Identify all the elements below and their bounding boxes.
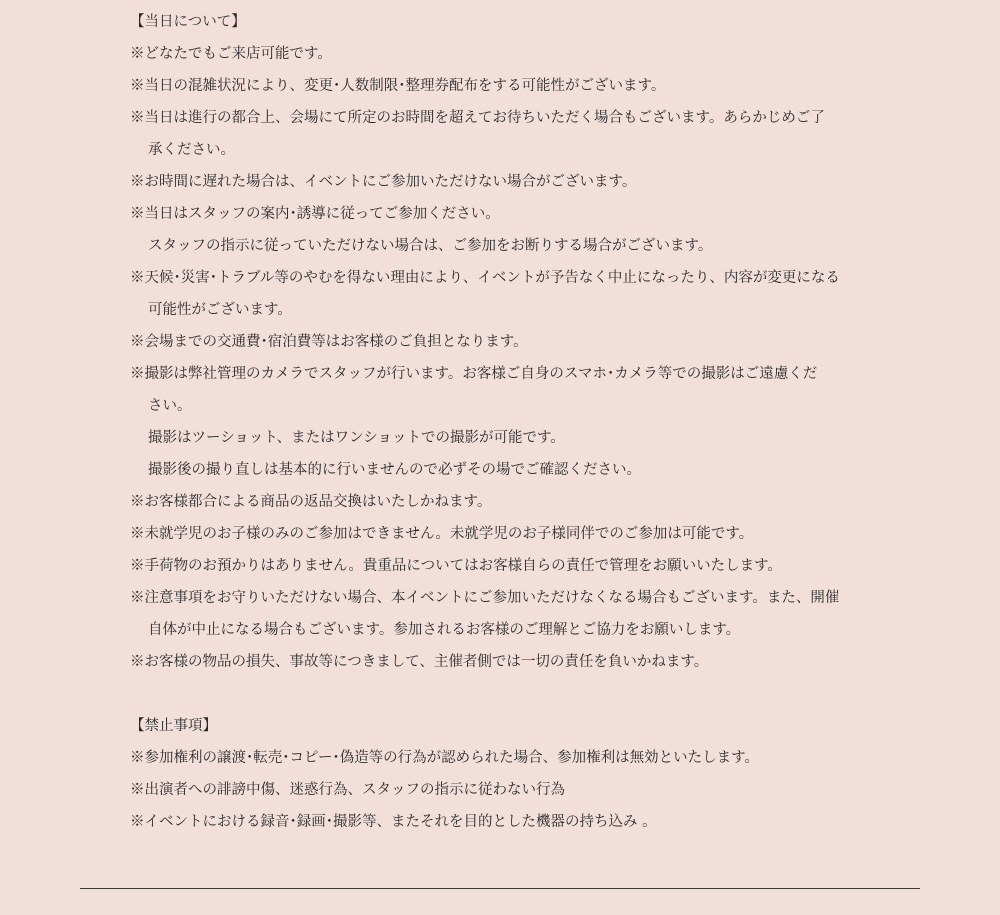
day-of-heading: 【当日について】 (130, 14, 246, 30)
notice-item: ※未就学児のお子様のみのご参加はできません。未就学児のお子様同伴でのご参加は可能です。 (130, 526, 754, 542)
day-of-section (130, 6, 880, 678)
prohibited-section (130, 710, 880, 838)
notice-item: ※お客様都合による商品の返品交換はいたしかねます。 (130, 494, 492, 510)
notice-line-continuation: さい。 (148, 398, 192, 414)
notice-item: ※会場までの交通費･宿泊費等はお客様のご負担となります。 (130, 334, 528, 350)
notice-line-continuation: スタッフの指示に従っていただけない場合は、ご参加をお断りする場合がございます。 (148, 238, 713, 254)
prohibited-list (130, 742, 880, 838)
notice-line-continuation: 承ください。 (148, 142, 235, 158)
notice-content (130, 6, 880, 838)
notice-item: ※イベントにおける録音･録画･撮影等、またそれを目的とした機器の持ち込み 。 (130, 814, 657, 830)
notice-item: ※撮影は弊社管理のカメラでスタッフが行います。お客様ご自身のスマホ･カメラ等での撮影はご遠慮くだ (130, 366, 818, 382)
notice-item: ※当日は進行の都合上、会場にて所定のお時間を超えてお待ちいただく場合もございます。あらかじめご了 (130, 110, 825, 126)
notice-item: ※どなたでもご来店可能です。 (130, 46, 332, 62)
day-of-list (130, 38, 880, 678)
section-spacer (130, 678, 880, 710)
notice-item: ※天候･災害･トラブル等のやむを得ない理由により、イベントが予告なく中止になったり、内容が変更になる (130, 270, 840, 286)
notice-item: ※手荷物のお預かりはありません。貴重品についてはお客様自らの責任で管理をお願いいたします。 (130, 558, 782, 574)
prohibited-heading: 【禁止事項】 (130, 718, 217, 734)
notice-item: ※参加権利の譲渡･転売･コピー･偽造等の行為が認められた場合、参加権利は無効といたします。 (130, 750, 760, 766)
notice-item: ※注意事項をお守りいただけない場合、本イベントにご参加いただけなくなる場合もございます。また、開催 (130, 590, 840, 606)
notice-item: ※当日はスタッフの案内･誘導に従ってご参加ください。 (130, 206, 500, 222)
notice-line-continuation: 可能性がございます。 (148, 302, 292, 318)
notice-line-continuation: 自体が中止になる場合もございます。参加されるお客様のご理解とご協力をお願いします。 (148, 622, 741, 638)
footer-divider (80, 888, 920, 889)
notice-line-continuation: 撮影はツーショット、またはワンショットでの撮影が可能です。 (148, 430, 565, 446)
notice-item: ※お客様の物品の損失、事故等につきまして、主催者側では一切の責任を負いかねます。 (130, 654, 709, 670)
notice-item: ※お時間に遅れた場合は、イベントにご参加いただけない場合がございます。 (130, 174, 637, 190)
notice-line-continuation: 撮影後の撮り直しは基本的に行いませんので必ずその場でご確認ください。 (148, 462, 641, 478)
notice-item: ※当日の混雑状況により、変更･人数制限･整理券配布をする可能性がございます。 (130, 78, 666, 94)
notice-item: ※出演者への誹謗中傷、迷惑行為、スタッフの指示に従わない行為 (130, 782, 565, 798)
